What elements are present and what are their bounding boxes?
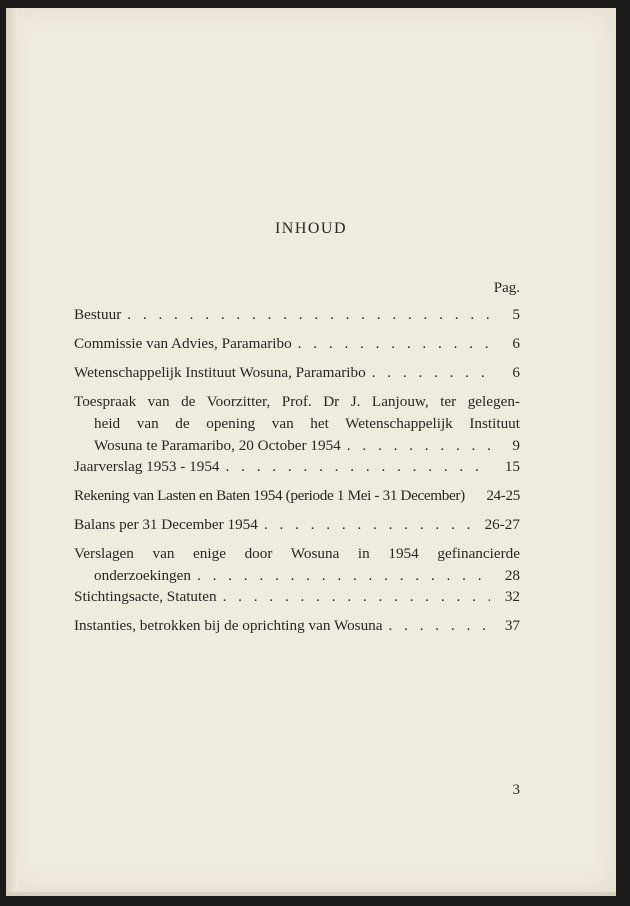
leader-dots <box>347 435 490 457</box>
page-title: INHOUD <box>274 220 348 237</box>
toc-entry-page: 37 <box>504 617 520 634</box>
toc-entry-page: 5 <box>512 306 520 323</box>
document-page <box>6 8 616 892</box>
toc-entry-title-line: Wosuna te Paramaribo, 20 October 1954 <box>94 437 341 454</box>
toc-entry-title-line: Verslagen van enige door Wosuna in 1954 gefinancierde <box>74 545 520 562</box>
leader-dots <box>372 362 490 384</box>
page-column-header: Pag. <box>493 280 520 296</box>
toc-entry <box>74 485 520 507</box>
toc-entry-title: Instanties, betrokken bij de oprichting van Wosuna <box>74 617 383 634</box>
toc-entry-title: Balans per 31 December 1954 <box>74 516 258 533</box>
toc-entry <box>74 391 520 457</box>
toc-entry <box>74 514 520 536</box>
page-bottom-edge <box>6 892 616 896</box>
leader-dots <box>197 565 490 587</box>
toc-entry-title: Commissie van Advies, Paramaribo <box>74 335 292 352</box>
leader-dots <box>127 304 490 326</box>
toc-entry-page: 26-27 <box>484 516 520 533</box>
page-fold-shadow <box>6 8 18 892</box>
leader-dots <box>226 456 490 478</box>
toc-entry-page: 32 <box>504 588 520 605</box>
toc-entry-title: Stichtingsacte, Statuten <box>74 588 217 605</box>
toc-entry-title: Rekening van Lasten en Baten 1954 (periode 1 Mei - 31 December) <box>74 487 465 504</box>
toc-entry-page: 28 <box>504 567 520 584</box>
toc-entry-title: Bestuur <box>74 306 122 323</box>
toc-entry <box>74 304 520 326</box>
page-number: 3 <box>512 782 520 798</box>
toc-entry <box>74 586 520 608</box>
leader-dots <box>298 333 490 355</box>
toc-entry-page: 6 <box>512 364 520 381</box>
toc-entry <box>74 615 520 637</box>
toc-entry <box>74 543 520 587</box>
toc-entry <box>74 456 520 478</box>
toc-entry-title: Jaarverslag 1953 - 1954 <box>74 458 220 475</box>
toc-entry <box>74 333 520 355</box>
leader-dots <box>264 514 479 536</box>
toc-entry-page: 15 <box>504 458 520 475</box>
toc-entry-title-line: heid van de opening van het Wetenschappelijk Instituut <box>94 415 520 432</box>
toc-entry-page: 9 <box>512 437 520 454</box>
toc-entry-page: 24-25 <box>486 487 520 504</box>
toc-entry-title-line: onderzoekingen <box>94 567 191 584</box>
toc-entry-title: Wetenschappelijk Instituut Wosuna, Paramaribo <box>74 364 366 381</box>
toc-entry <box>74 362 520 384</box>
toc-entry-title-line: Toespraak van de Voorzitter, Prof. Dr J. Lanjouw, ter gelegen- <box>74 393 520 410</box>
leader-dots <box>389 615 490 637</box>
leader-dots <box>223 586 490 608</box>
toc-entry-page: 6 <box>512 335 520 352</box>
